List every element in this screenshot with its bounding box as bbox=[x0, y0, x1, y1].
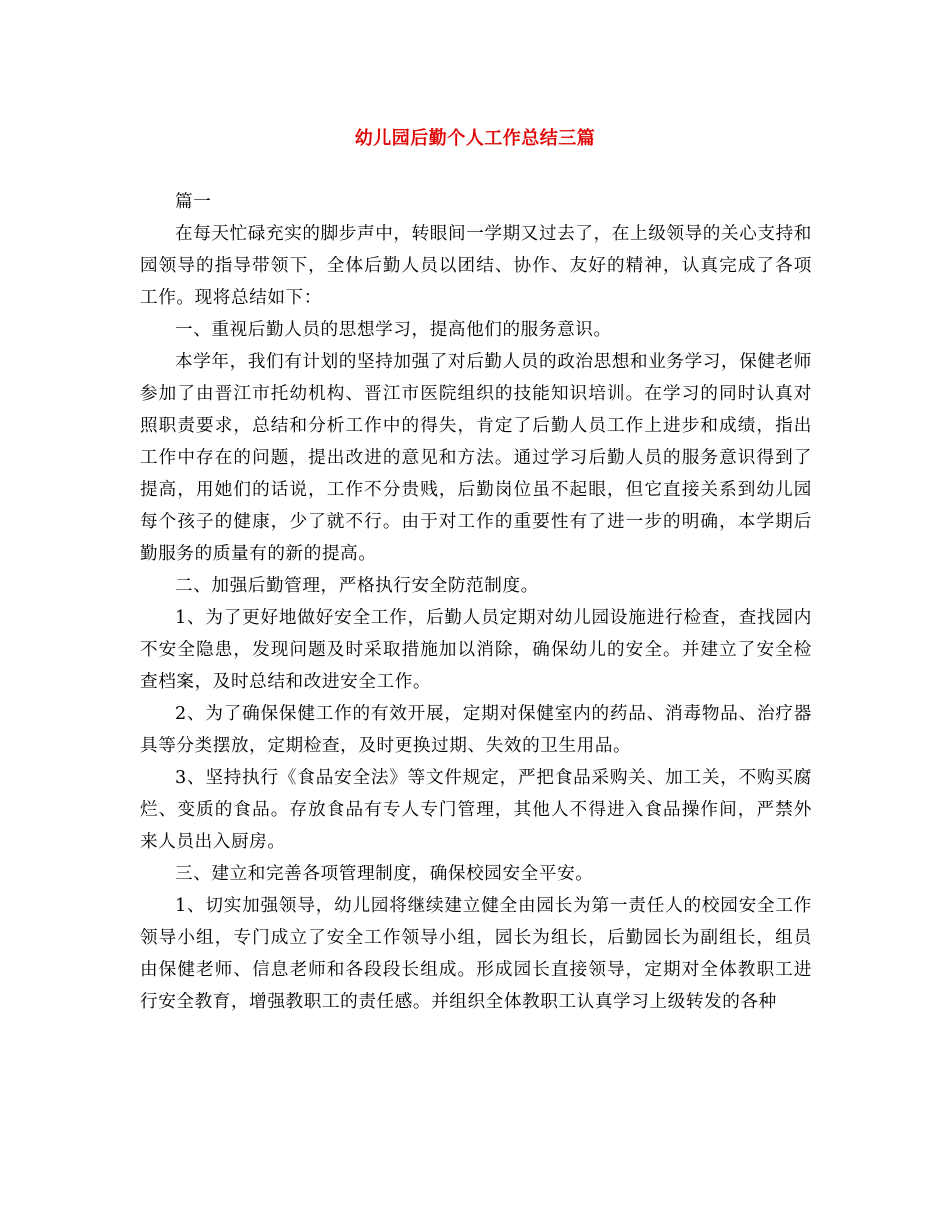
paragraph-safety-3: 3、坚持执行《食品安全法》等文件规定，严把食品采购关、加工关，不购买腐烂、变质的食品。存放食品有专人专门管理，其他人不得进入食品操作间，严禁外来人员出入厨房。 bbox=[140, 768, 812, 852]
section-heading-1: 一、重视后勤人员的思想学习，提高他们的服务意识。 bbox=[175, 320, 612, 340]
document-body bbox=[140, 186, 812, 1018]
section-heading-2: 二、加强后勤管理，严格执行安全防范制度。 bbox=[175, 576, 539, 596]
paragraph-study: 本学年，我们有计划的坚持加强了对后勤人员的政治思想和业务学习，保健老师参加了由晋江市托幼机构、晋江市医院组织的技能知识培训。在学习的同时认真对照职责要求，总结和分析工作中的得失，肯定了后勤人员工作上进步和成绩，指出工作中存在的问题，提出改进的意见和方法。通过学习后勤人员的服务意识得到了提高，用她们的话说，工作不分贵贱，后勤岗位虽不起眼，但它直接关系到幼儿园每个孩子的健康，少了就不行。由于对工作的重要性有了进一步的明确，本学期后勤服务的质量有的新的提高。 bbox=[140, 352, 812, 564]
document-title: 幼儿园后勤个人工作总结三篇 bbox=[354, 128, 596, 149]
section-heading-3: 三、建立和完善各项管理制度，确保校园安全平安。 bbox=[175, 864, 594, 884]
section-heading-part-one: 篇一 bbox=[175, 192, 212, 212]
paragraph-management-1: 1、切实加强领导，幼儿园将继续建立健全由园长为第一责任人的校园安全工作领导小组，专门成立了安全工作领导小组，园长为组长，后勤园长为副组长，组员由保健老师、信息老师和各段段长组成。形成园长直接领导，定期对全体教职工进行安全教育，增强教职工的责任感。并组织全体教职工认真学习上级转发的各种 bbox=[140, 896, 812, 1012]
paragraph-safety-2: 2、为了确保保健工作的有效开展，定期对保健室内的药品、消毒物品、治疗器具等分类摆放，定期检查，及时更换过期、失效的卫生用品。 bbox=[140, 704, 812, 756]
paragraph-safety-1: 1、为了更好地做好安全工作，后勤人员定期对幼儿园设施进行检查，查找园内不安全隐患，发现问题及时采取措施加以消除，确保幼儿的安全。并建立了安全检查档案，及时总结和改进安全工作。 bbox=[140, 608, 812, 692]
paragraph-intro: 在每天忙碌充实的脚步声中，转眼间一学期又过去了，在上级领导的关心支持和园领导的指导带领下，全体后勤人员以团结、协作、友好的精神，认真完成了各项工作。现将总结如下： bbox=[140, 224, 812, 308]
